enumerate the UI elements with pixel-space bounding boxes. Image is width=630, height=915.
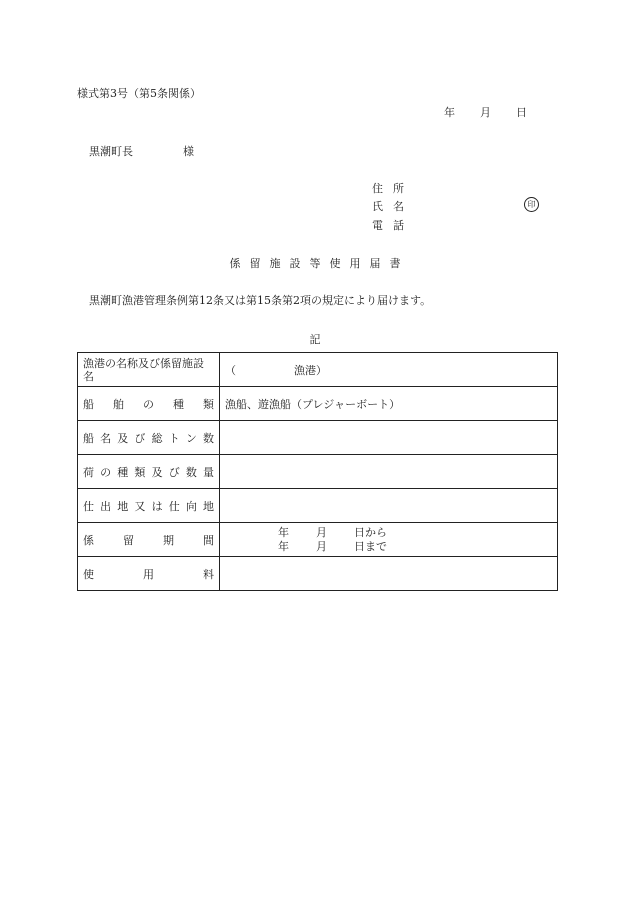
label-vessel-name bbox=[78, 421, 220, 455]
period-from bbox=[225, 526, 552, 540]
details-table bbox=[77, 352, 558, 591]
label-char: 数 bbox=[185, 465, 197, 479]
table-row bbox=[78, 353, 558, 387]
value-fee[interactable] bbox=[220, 557, 558, 591]
honorific: 様 bbox=[183, 145, 194, 158]
label-char: の bbox=[143, 397, 154, 411]
label-char: び bbox=[134, 431, 146, 445]
spread-label bbox=[83, 396, 214, 412]
label-char: 船 bbox=[83, 431, 94, 445]
date-day: 日 bbox=[516, 106, 527, 119]
label-char: 地 bbox=[117, 499, 129, 513]
address-label: 住所 bbox=[372, 182, 414, 195]
period-from-year: 年 bbox=[278, 525, 289, 539]
table-row bbox=[78, 557, 558, 591]
value-mooring-period[interactable] bbox=[220, 523, 558, 557]
value-vessel-type[interactable]: 漁船、遊漁船（プレジャーボート） bbox=[220, 387, 558, 421]
label-char: 種 bbox=[173, 397, 184, 411]
label-char: び bbox=[168, 465, 180, 479]
table-row bbox=[78, 489, 558, 523]
label-char: 及 bbox=[117, 431, 129, 445]
label-char: 荷 bbox=[83, 465, 94, 479]
ki-heading: 記 bbox=[309, 333, 321, 346]
label-cargo bbox=[78, 455, 220, 489]
label-char: 又 bbox=[134, 499, 146, 513]
label-port-facility: 漁港の名称及び係留施設名 bbox=[78, 353, 220, 387]
label-char: の bbox=[100, 465, 112, 479]
period-to bbox=[225, 540, 552, 554]
label-char: 数 bbox=[202, 431, 214, 445]
name-label: 氏名 bbox=[372, 200, 414, 213]
value-port-facility[interactable] bbox=[220, 353, 558, 387]
label-mooring-period bbox=[78, 523, 220, 557]
label-char: 量 bbox=[202, 465, 214, 479]
period-to-month: 月 bbox=[316, 539, 327, 553]
table-row bbox=[78, 455, 558, 489]
period-to-day: 日まで bbox=[354, 539, 387, 553]
label-char: 船 bbox=[83, 397, 94, 411]
document-title: 係留施設等使用届書 bbox=[229, 257, 410, 270]
label-char: は bbox=[151, 499, 163, 513]
label-char: 使 bbox=[83, 567, 94, 581]
label-origin-destination bbox=[78, 489, 220, 523]
table-row bbox=[78, 523, 558, 557]
addressee: 黒潮町長 bbox=[89, 145, 133, 158]
table-row bbox=[78, 421, 558, 455]
port-suffix: 漁港） bbox=[294, 363, 327, 377]
body-text: 黒潮町漁港管理条例第12条又は第15条第2項の規定により届けます。 bbox=[89, 294, 432, 307]
label-char: 種 bbox=[117, 465, 129, 479]
value-vessel-name[interactable] bbox=[220, 421, 558, 455]
label-char: ン bbox=[185, 431, 197, 445]
table-row bbox=[78, 387, 558, 421]
label-char: 期 bbox=[163, 533, 174, 547]
label-char: 舶 bbox=[113, 397, 124, 411]
spread-label bbox=[83, 532, 214, 548]
label-fee bbox=[78, 557, 220, 591]
date-month: 月 bbox=[480, 106, 491, 119]
label-char: 類 bbox=[134, 465, 146, 479]
label-char: 地 bbox=[202, 499, 214, 513]
period-from-day: 日から bbox=[354, 525, 387, 539]
spread-label bbox=[83, 430, 214, 446]
period-from-month: 月 bbox=[316, 525, 327, 539]
label-char: 仕 bbox=[83, 499, 94, 513]
spread-label bbox=[83, 498, 214, 514]
seal-icon: 印 bbox=[524, 197, 539, 212]
period-to-year: 年 bbox=[278, 539, 289, 553]
label-char: 出 bbox=[100, 499, 112, 513]
form-number: 様式第3号（第5条関係） bbox=[77, 87, 201, 100]
label-char: 料 bbox=[203, 567, 214, 581]
label-char: 留 bbox=[123, 533, 134, 547]
label-char: 類 bbox=[203, 397, 214, 411]
label-char: 仕 bbox=[168, 499, 180, 513]
value-origin-destination[interactable] bbox=[220, 489, 558, 523]
label-char: ト bbox=[168, 431, 180, 445]
date-year: 年 bbox=[444, 106, 455, 119]
phone-label: 電話 bbox=[372, 219, 414, 232]
label-char: 総 bbox=[151, 431, 163, 445]
port-open-paren: （ bbox=[225, 363, 236, 377]
label-char: 用 bbox=[143, 567, 154, 581]
label-char: 係 bbox=[83, 533, 94, 547]
spread-label bbox=[83, 464, 214, 480]
label-char: 向 bbox=[185, 499, 197, 513]
label-vessel-type bbox=[78, 387, 220, 421]
value-cargo[interactable] bbox=[220, 455, 558, 489]
label-char: 及 bbox=[151, 465, 163, 479]
label-char: 名 bbox=[100, 431, 112, 445]
spread-label bbox=[83, 566, 214, 582]
label-char: 間 bbox=[203, 533, 214, 547]
